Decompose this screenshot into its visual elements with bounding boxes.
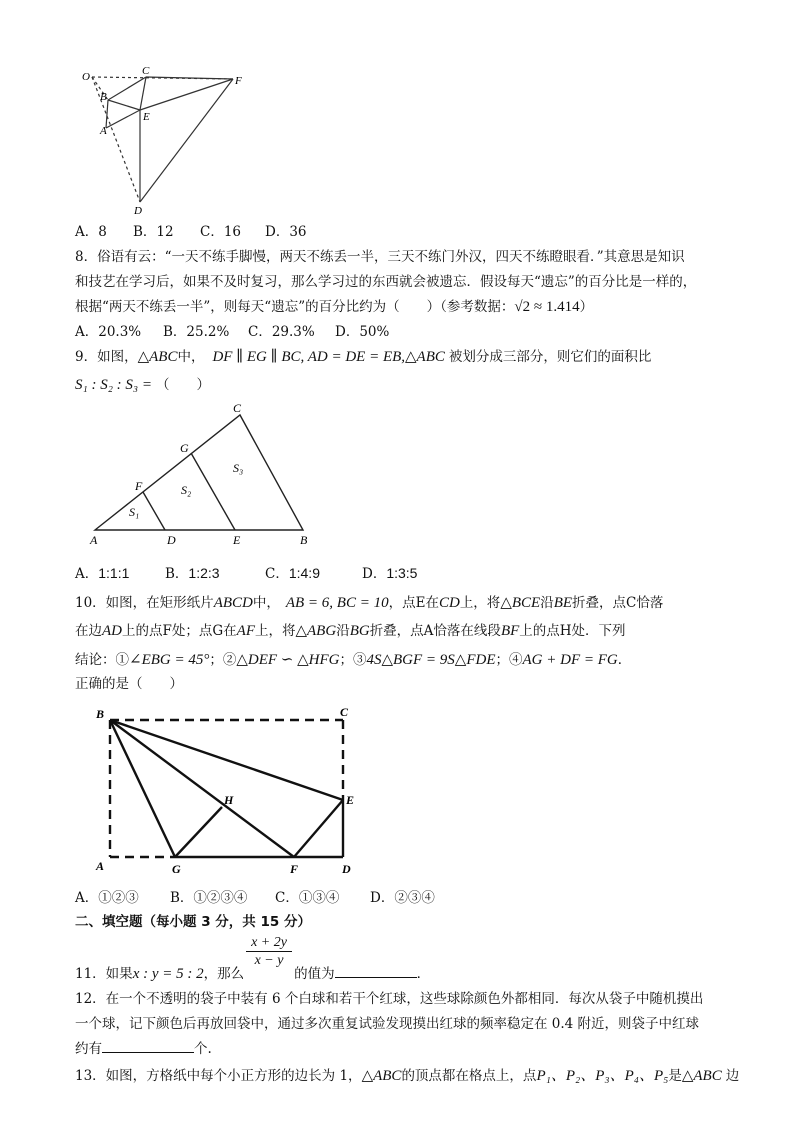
fig9-label-s2: S₂ — [181, 483, 192, 497]
q13-line: 13．如图，方格纸中每个小正方形的边长为 1，△ABC的顶点都在格点上，点P₁、P₂、P₃、P₄、P₅是△ABC 边 — [75, 1068, 740, 1084]
q10-line-2: 在边AD上的点F处；点G在AF上，将△ABG沿BG折叠，点A恰落在线段BF上的点H处．下列 — [75, 623, 626, 639]
q9-prefix: 9．如图， — [75, 349, 138, 365]
q9-triangle: △ABC — [137, 349, 178, 365]
figure-q9 — [85, 400, 325, 550]
fig7-label-f: F — [235, 75, 242, 87]
q7-option-b: B．12 — [133, 224, 174, 240]
q8-option-b: B．25.2% — [163, 324, 230, 340]
q9-suffix: 被划分成三部分，则它们的面积比 — [448, 349, 652, 365]
q9-paren: （ ） — [156, 377, 211, 393]
fig9-label-s3: S₃ — [233, 461, 244, 475]
q9-option-c: C．1:4:9 — [265, 565, 320, 582]
q9-ratio — [75, 373, 210, 394]
q7-option-c: C．16 — [200, 224, 242, 240]
q11-answer-blank[interactable] — [335, 964, 417, 978]
q9-mid: 中， — [177, 349, 205, 365]
q10-line-4: 正确的是（ ） — [75, 676, 183, 692]
section-2-heading: 二、填空题（每小题 3 分，共 15 分） — [75, 914, 311, 930]
figure-q7 — [80, 62, 255, 217]
q8-line-3 — [75, 295, 593, 316]
fig9-label-g: G — [180, 441, 189, 455]
q9-ratio-math: S₁ : S₂ : S₃ = — [75, 377, 153, 393]
fig9-label-f: F — [135, 479, 143, 493]
fig9-label-a: A — [90, 533, 98, 547]
fig9-label-c: C — [233, 401, 242, 415]
fig7-label-d: D — [134, 205, 142, 217]
q8-option-a: A．20.3% — [75, 324, 142, 340]
fig9-label-e: E — [233, 533, 241, 547]
q12-answer-blank[interactable] — [102, 1039, 194, 1053]
q12-line-1: 12．在一个不透明的袋子中装有 6 个白球和若干个红球，这些球除颜色外都相同．每次从袋子中随机摸出 — [75, 991, 704, 1007]
fig10-label-c: C — [340, 705, 349, 719]
fig7-label-o: O — [82, 71, 90, 83]
q10-line-3: 结论：①∠EBG = 45°；②△DEF ∽ △HFG；③4S△BGF = 9S△FDE；④AG + DF = FG． — [75, 652, 632, 668]
q10-option-d: D．②③④ — [370, 890, 435, 906]
q8-option-d: D．50% — [335, 324, 390, 340]
q8-line-1: 8．俗语有云：“一天不练手脚慢，两天不练丢一半，三天不练门外汉，四天不练瞪眼看．”其意思是知识 — [75, 249, 685, 265]
q11-denominator: x − y — [254, 953, 284, 968]
q9-option-d: D．1:3:5 — [362, 565, 418, 582]
q12-line-3: 约有 个. — [75, 1041, 212, 1057]
fig7-label-b: B — [100, 91, 107, 103]
q8-ref-close: ） — [579, 299, 594, 315]
q8-line-2: 和技艺在学习后，如果不及时复习，那么学习过的东西就会被遗忘．假设每天“遗忘”的百分比是一样的， — [75, 274, 697, 290]
fig7-label-e: E — [143, 111, 150, 123]
q12-line-2: 一个球，记下颜色后再放回袋中，通过多次重复试验发现摸出红球的频率稳定在 0.4 附近，则袋子中红球 — [75, 1016, 700, 1032]
q11-numerator: x + 2y — [251, 935, 287, 950]
figure-q10 — [90, 700, 370, 880]
q9-stem — [75, 345, 651, 366]
fig9-label-s1: S₁ — [129, 505, 140, 519]
fig9-label-d: D — [167, 533, 176, 547]
q10-option-c: C．①③④ — [275, 890, 340, 906]
q7-option-d: D．36 — [265, 224, 307, 240]
fig7-label-a: A — [100, 125, 107, 137]
fig7-label-c: C — [142, 65, 150, 77]
q8-option-c: C．29.3% — [248, 324, 315, 340]
q11-line: 11．如果x : y = 5 : 2，那么 的值为 ． — [75, 966, 431, 982]
q8-reference-data: √2 ≈ 1.414 — [514, 299, 580, 315]
q10-line-1: 10．如图，在矩形纸片ABCD中， AB = 6, BC = 10，点E在CD上，将△BCE沿BE折叠，点C恰落 — [75, 595, 664, 611]
q9-condition: DF ∥ EG ∥ BC, AD = DE = EB,△ABC — [212, 349, 445, 365]
q9-option-a: A．1:1:1 — [75, 565, 130, 582]
fig10-label-e: E — [346, 793, 355, 807]
fig9-label-b: B — [300, 533, 308, 547]
q10-option-a: A．①②③ — [75, 890, 139, 906]
fig10-label-a: A — [96, 859, 105, 873]
fig10-label-d: D — [342, 862, 351, 876]
q7-option-a: A．8 — [75, 224, 107, 240]
fig10-label-f: F — [290, 862, 299, 876]
fig10-label-h: H — [224, 793, 234, 807]
q8-line-3-text: 根据“两天不练丢一半”，则每天“遗忘”的百分比约为（ ）（参考数据： — [75, 299, 515, 315]
q9-option-b: B．1:2:3 — [165, 565, 220, 582]
fig10-label-g: G — [172, 862, 181, 876]
q10-option-b: B．①②③④ — [170, 890, 248, 906]
fig10-label-b: B — [96, 707, 105, 721]
